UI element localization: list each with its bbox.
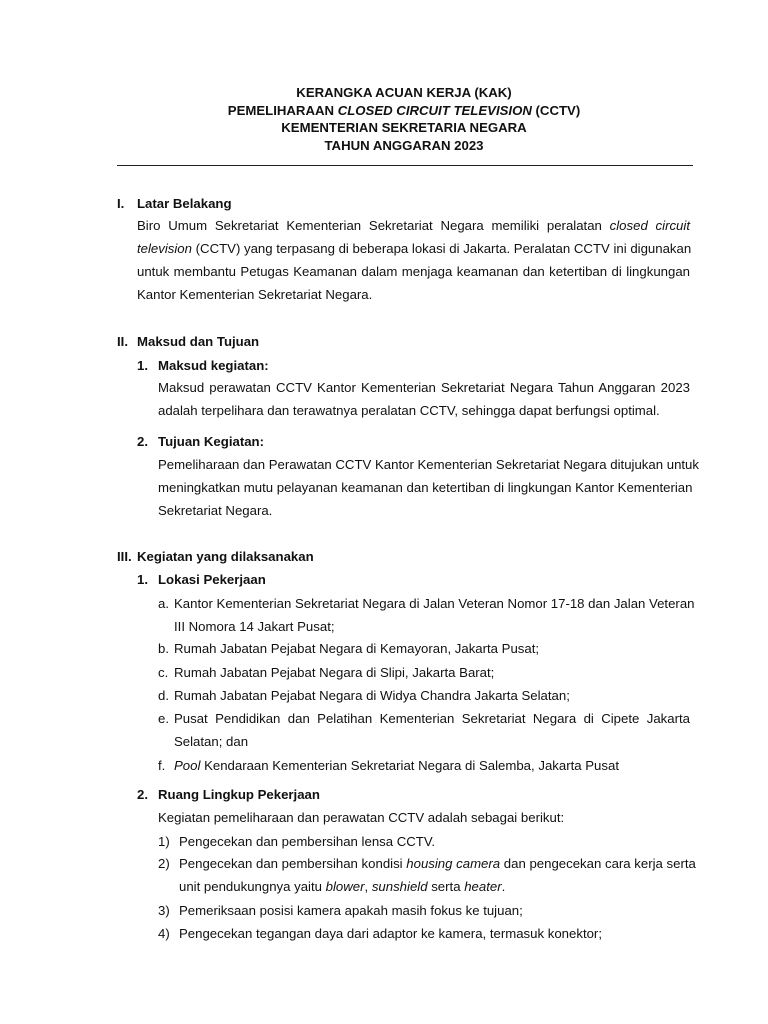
paragraph-line: Kantor Kementerian Sekretariat Negara. — [137, 287, 373, 302]
list-item — [158, 592, 695, 638]
list-item-text — [174, 707, 690, 753]
list-marker: 3) — [158, 903, 170, 918]
list-item — [158, 661, 690, 684]
scope-intro — [158, 806, 690, 829]
list-marker: b. — [158, 641, 169, 656]
list-item — [158, 830, 690, 853]
list-marker: 2) — [158, 856, 170, 871]
text-run: serta — [427, 879, 465, 894]
list-item-text — [179, 830, 690, 853]
section-1-paragraph — [137, 214, 690, 306]
header-ministry: KEMENTERIAN SEKRETARIA NEGARA — [281, 120, 527, 135]
sub-title: Ruang Lingkup Pekerjaan — [158, 787, 320, 802]
list-line: Rumah Jabatan Pejabat Negara di Slipi, Jakarta Barat; — [174, 665, 495, 680]
section-3-title: Kegiatan yang dilaksanakan — [137, 549, 314, 564]
list-item-text — [174, 684, 690, 707]
section-1-number: I. — [117, 196, 125, 211]
text-run-italic: blower — [325, 879, 365, 894]
list-item-text — [179, 852, 696, 898]
section-2-sub-2-paragraph — [158, 453, 699, 522]
list-item — [158, 684, 690, 707]
list-marker: c. — [158, 665, 169, 680]
list-item-text — [174, 592, 695, 638]
list-item-text — [174, 754, 690, 777]
list-item-text — [179, 922, 690, 945]
text-run-italic: Pool — [174, 758, 201, 773]
list-line: Selatan; dan — [174, 734, 249, 749]
text-run: Kendaraan Kementerian Sekretariat Negara di Salemba, Jakarta Pusat — [200, 758, 619, 773]
text-run: Biro Umum Sekretariat Kementerian Sekretariat Negara memiliki peralatan — [137, 218, 610, 233]
list-marker: f. — [158, 758, 166, 773]
list-item — [158, 754, 690, 777]
list-item-text — [179, 899, 690, 922]
section-2-sub-2-heading — [137, 433, 264, 451]
text-run-italic: heater — [464, 879, 502, 894]
text-run-italic: housing camera — [406, 856, 501, 871]
paragraph-line: Maksud perawatan CCTV Kantor Kementerian Sekretariat Negara Tahun Anggaran 2023 — [158, 380, 690, 395]
list-marker: d. — [158, 688, 169, 703]
paragraph-line: untuk membantu Petugas Keamanan dalam menjaga keamanan dan ketertiban di lingkungan — [137, 264, 690, 279]
header-divider — [117, 165, 693, 166]
text-run-italic: sunshield — [371, 879, 428, 894]
list-line: Pusat Pendidikan dan Pelatihan Kementerian Sekretariat Negara di Cipete Jakarta — [174, 711, 690, 726]
text-run: (CCTV) yang terpasang di beberapa lokasi di Jakarta. Peralatan CCTV ini digunakan — [191, 241, 692, 256]
text-run: Pengecekan dan pembersihan kondisi — [179, 856, 407, 871]
paragraph-line: Sekretariat Negara. — [158, 503, 273, 518]
list-line: Pengecekan dan pembersihan lensa CCTV. — [179, 834, 436, 849]
list-marker: 4) — [158, 926, 170, 941]
section-1-title: Latar Belakang — [137, 196, 232, 211]
list-item — [158, 637, 690, 660]
header-subject-italic: CLOSED CIRCUIT TELEVISION — [337, 102, 532, 118]
paragraph-line: meningkatkan mutu pelayanan keamanan dan ketertiban di lingkungan Kantor Kementerian — [158, 480, 693, 495]
sub-title: Tujuan Kegiatan: — [158, 434, 264, 449]
section-1-heading — [117, 195, 232, 213]
paragraph-line — [137, 214, 690, 237]
header-subject — [0, 102, 768, 120]
text-run: , — [364, 879, 372, 894]
text-run-italic: television — [137, 241, 192, 256]
sub-number: 1. — [137, 572, 148, 587]
list-line — [179, 852, 696, 875]
list-line: Kantor Kementerian Sekretariat Negara di Jalan Veteran Nomor 17-18 dan Jalan Veteran — [174, 596, 695, 611]
list-item-text — [174, 661, 690, 684]
list-item — [158, 922, 690, 945]
section-2-title: Maksud dan Tujuan — [137, 334, 260, 349]
paragraph-line: adalah terpelihara dan terawatnya peralatan CCTV, sehingga dapat berfungsi optimal. — [158, 403, 660, 418]
list-line: Pemeriksaan posisi kamera apakah masih fokus ke tujuan; — [179, 903, 523, 918]
section-2-sub-1-paragraph — [158, 376, 690, 422]
list-line: Rumah Jabatan Pejabat Negara di Kemayoran, Jakarta Pusat; — [174, 641, 540, 656]
header-subject-prefix: PEMELIHARAAN — [227, 102, 338, 118]
section-3-heading — [117, 548, 314, 566]
document-header — [0, 84, 768, 154]
list-marker: 1) — [158, 834, 170, 849]
section-3-sub-1-heading — [137, 571, 266, 589]
scope-intro-text: Kegiatan pemeliharaan dan perawatan CCTV adalah sebagai berikut: — [158, 810, 565, 825]
section-2-sub-1-heading — [137, 357, 269, 375]
sub-title: Lokasi Pekerjaan — [158, 572, 266, 587]
list-line — [174, 754, 690, 777]
list-marker: e. — [158, 711, 169, 726]
list-item — [158, 707, 690, 753]
list-item-text — [174, 637, 690, 660]
list-line: Pengecekan tegangan daya dari adaptor ke kamera, termasuk konektor; — [179, 926, 602, 941]
section-2-heading — [117, 333, 259, 351]
list-line: Rumah Jabatan Pejabat Negara di Widya Chandra Jakarta Selatan; — [174, 688, 570, 703]
header-title: KERANGKA ACUAN KERJA (KAK) — [296, 85, 512, 100]
list-line: III Nomora 14 Jakart Pusat; — [174, 619, 335, 634]
sub-title: Maksud kegiatan: — [158, 358, 269, 373]
header-subject-suffix: (CCTV) — [531, 102, 581, 118]
header-year: TAHUN ANGGARAN 2023 — [324, 137, 484, 153]
text-run: dan pengecekan cara kerja serta — [500, 856, 696, 871]
sub-number: 2. — [137, 434, 148, 449]
text-run-italic: closed circuit — [609, 218, 690, 233]
paragraph-line — [137, 237, 690, 260]
sub-number: 1. — [137, 358, 148, 373]
sub-number: 2. — [137, 787, 148, 802]
paragraph-line: Pemeliharaan dan Perawatan CCTV Kantor Kementerian Sekretariat Negara ditujukan untuk — [158, 457, 699, 472]
list-item — [158, 899, 690, 922]
section-3-number: III. — [117, 549, 132, 564]
list-marker: a. — [158, 596, 169, 611]
section-3-sub-2-heading — [137, 786, 320, 804]
text-run: . — [501, 879, 506, 894]
text-run: unit pendukungnya yaitu — [179, 879, 326, 894]
list-item — [158, 852, 696, 898]
section-2-number: II. — [117, 334, 128, 349]
list-line — [179, 875, 690, 898]
